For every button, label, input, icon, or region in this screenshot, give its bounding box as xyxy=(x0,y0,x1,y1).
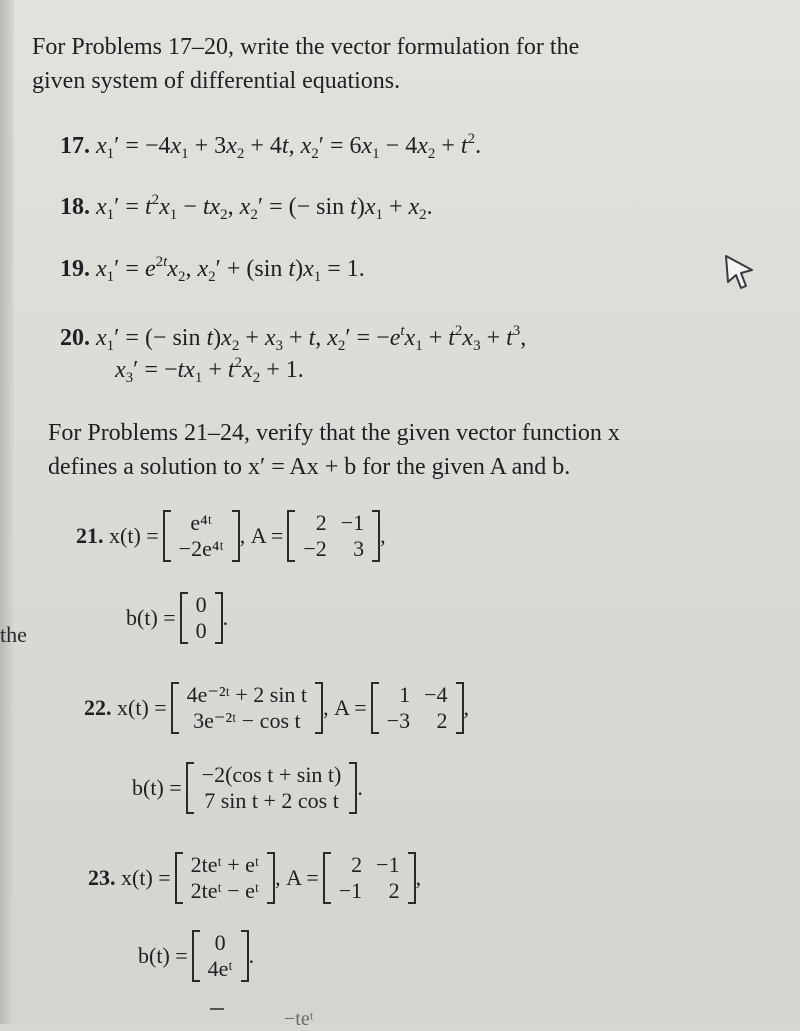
instructions-line-1: For Problems 17–20, write the vector formulation for the xyxy=(32,34,580,60)
x-vector xyxy=(175,852,275,904)
x-entry: 2teᵗ − eᵗ xyxy=(190,878,260,903)
x-entry: e⁴ᵗ xyxy=(190,510,213,535)
b-entry: 0 xyxy=(214,930,226,955)
A-label: A = xyxy=(250,523,284,548)
problem-21-b: b(t) = 0 0 . xyxy=(126,592,229,643)
x-entry: 4e⁻²ᵗ + 2 sin t xyxy=(186,682,308,707)
x-entry: 3e⁻²ᵗ − cos t xyxy=(193,708,301,733)
instructions-line-2: defines a solution to x′ = Ax + b for the given A and b. xyxy=(48,454,571,480)
A-entry: 2 xyxy=(388,878,400,903)
problem-20: 20. $x_1'$ = (− $\sin t)x_2 + x_3 + t$, $x_2' = -e^tx_1 + t^2x_3 + t^3$, $x_3' = -tx_1 + t^2x_2 + 1$. xyxy=(60,323,527,386)
x-entry: 2teᵗ + eᵗ xyxy=(190,852,260,877)
x-entry: −2e⁴ᵗ xyxy=(178,536,224,561)
A-entry: 2 xyxy=(315,510,327,535)
A-matrix xyxy=(287,510,380,562)
instructions-17-20 xyxy=(32,30,579,98)
A-entry: −3 xyxy=(386,708,411,733)
instructions-line-2: given system of differential equations. xyxy=(32,68,401,94)
A-label: A = xyxy=(334,695,367,720)
x-label: x(t) = xyxy=(109,523,159,548)
b-vector xyxy=(186,762,358,814)
A-entry: −1 xyxy=(340,510,365,535)
problem-number: 19. xyxy=(60,256,90,282)
A-entry: −1 xyxy=(338,878,363,903)
problem-number: 17. xyxy=(60,133,90,159)
problem-21-x-and-A: 21. x(t) = e⁴ᵗ −2e⁴ᵗ , A = 2 −1 −2 3 , xyxy=(76,510,386,561)
b-entry: 0 xyxy=(195,618,207,643)
problem-number: 18. xyxy=(60,194,90,220)
problem-19: 19. $x_1' = e^{2t}x_2$, $x_2' + (\sin$ $t)x_1 = 1$. xyxy=(60,254,365,285)
b-entry: −2(cos t + sin t) xyxy=(201,762,342,787)
problem-23-x-and-A: 23. x(t) = 2teᵗ + eᵗ 2teᵗ − eᵗ , A = 2 −1 −1 2 , xyxy=(88,852,422,903)
b-entry: 4eᵗ xyxy=(207,956,233,981)
A-entry: 1 xyxy=(399,682,411,707)
problem-17: 17. $x_1' = -4x_1 + 3x_2 + 4t$, $x_2' = 6x_1 - 4x_2 + t^2$. xyxy=(60,131,482,162)
b-label: b(t) = xyxy=(138,943,188,968)
A-entry: 2 xyxy=(351,852,363,877)
instructions-21-24 xyxy=(48,416,620,484)
instructions-line-1: For Problems 21–24, verify that the given vector function x xyxy=(48,420,620,446)
problem-18: 18. $x_1' = t^2x_1 - tx_2$, $x_2'$ = (− $\sin t)x_1 + x_2$. xyxy=(60,192,433,223)
problem-number: 22. xyxy=(84,695,112,720)
mouse-pointer-icon xyxy=(722,252,756,292)
x-label: x(t) = xyxy=(121,865,171,890)
A-matrix xyxy=(371,682,464,734)
A-entry: 3 xyxy=(353,536,365,561)
b-label: b(t) = xyxy=(132,775,182,800)
b-vector xyxy=(180,592,223,644)
b-vector xyxy=(192,930,249,982)
problem-number: 23. xyxy=(88,865,116,890)
problem-22-x-and-A: 22. x(t) = 4e⁻²ᵗ + 2 sin t 3e⁻²ᵗ − cos t , A = 1 −4 −3 2 , xyxy=(84,682,469,733)
A-label: A = xyxy=(286,865,319,890)
x-label: x(t) = xyxy=(117,695,167,720)
b-label: b(t) = xyxy=(126,605,176,630)
problem-22-b: b(t) = −2(cos t + sin t) 7 sin t + 2 cos t . xyxy=(132,762,363,813)
b-entry: 7 sin t + 2 cos t xyxy=(204,788,339,813)
problem-23-b: b(t) = 0 4eᵗ . xyxy=(138,930,255,981)
problem-number: 20. xyxy=(60,325,90,351)
A-entry: −2 xyxy=(303,536,327,561)
cut-off-next-problem xyxy=(210,1008,314,1031)
adjacent-page-text: the xyxy=(0,622,27,647)
A-matrix xyxy=(323,852,416,904)
x-vector xyxy=(171,682,323,734)
b-entry: 0 xyxy=(195,592,207,617)
A-entry: 2 xyxy=(436,708,448,733)
x-vector xyxy=(163,510,240,562)
A-entry: −1 xyxy=(376,852,400,877)
A-entry: −4 xyxy=(424,682,448,707)
adjacent-page-edge xyxy=(0,0,14,1024)
problem-number: 21. xyxy=(76,523,104,548)
cut-off-entry: −teᵗ xyxy=(284,1008,314,1030)
